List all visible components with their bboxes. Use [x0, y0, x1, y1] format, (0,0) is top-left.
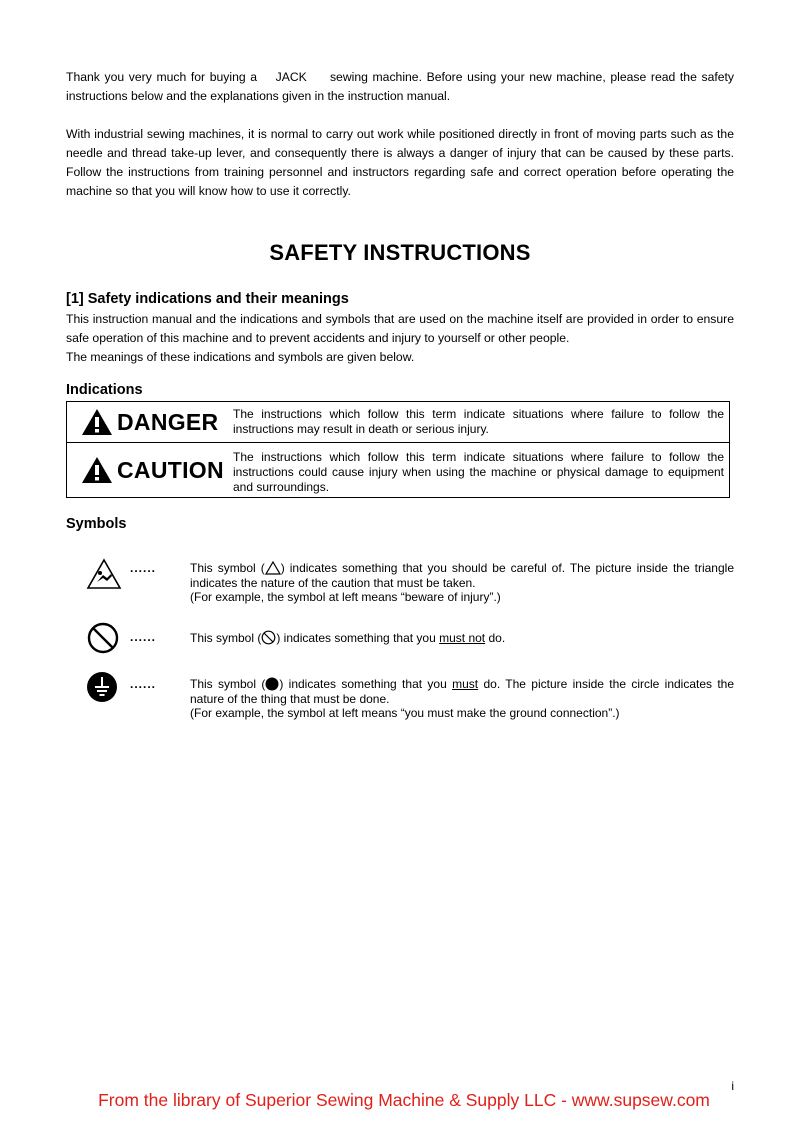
- caution-row: [67, 442, 729, 497]
- danger-label: DANGER: [117, 408, 219, 435]
- caution-symbol-example: (For example, the symbol at left means “beware of injury”.): [190, 590, 501, 604]
- page-title: SAFETY INSTRUCTIONS: [269, 240, 531, 265]
- mandatory-symbol-example: (For example, the symbol at left means “you must make the ground connection”.): [190, 706, 620, 720]
- emphasis-must-not: must not: [439, 631, 486, 645]
- page-number: i: [731, 1079, 734, 1093]
- triangle-outline-icon: [265, 561, 281, 575]
- danger-row: [67, 402, 729, 443]
- intro-text-b: sewing machine. Before using your new machine, please read the safety instructions below and the explanations given in the instruction manual.: [66, 70, 735, 103]
- prohibition-symbol-description: This symbol ( ) indicates something that you must not do.: [190, 631, 506, 645]
- ground-connection-icon: [86, 671, 118, 703]
- leader-dots: ......: [130, 561, 157, 575]
- caution-description: The instructions which follow this term indicate situations where failure to follow the instructions could cause injury when using the machine or physical damage to equipment and surroundings.: [233, 450, 724, 494]
- section-paragraph-1: This instruction manual and the indications and symbols that are used on the machine itself are provided in order to ensure safe operation of this machine and to prevent accidents and injury to yourself or other people.: [66, 312, 734, 345]
- emphasis-must: must: [452, 677, 479, 691]
- indications-table: [66, 401, 730, 498]
- leader-dots: ......: [130, 677, 157, 691]
- section-paragraph-2: The meanings of these indications and symbols are given below.: [66, 350, 415, 364]
- section-heading: [1] Safety indications and their meanings: [66, 291, 349, 307]
- warning-triangle-icon: [81, 456, 113, 484]
- leader-dots: ......: [130, 630, 157, 644]
- caution-label: CAUTION: [117, 456, 224, 483]
- intro-paragraph-2: With industrial sewing machines, it is normal to carry out work while positioned directly in front of moving parts such as the needle and thread take-up lever, and consequently there is always a danger of injury that can be caused by these parts. Follow the instructions from training personnel and instructors regarding safe and correct operation before operating the machine so that you will know how to use it correctly.: [66, 127, 734, 198]
- footer-library-notice: From the library of Superior Sewing Machine & Supply LLC - www.supsew.com: [98, 1090, 710, 1110]
- mandatory-symbol-description: This symbol ( ) indicates something that you must do. The picture inside the circle indicates the nature of the thing that must be done. (For example, the symbol at left means “you must make the ground connection”.): [190, 677, 735, 720]
- danger-signal: [81, 408, 218, 436]
- danger-description: The instructions which follow this term indicate situations where failure to follow the instructions may result in death or serious injury.: [233, 407, 724, 436]
- intro-text-a: Thank you very much for buying a: [66, 70, 258, 84]
- symbols-heading: Symbols: [66, 516, 127, 532]
- caution-signal: [81, 456, 224, 484]
- warning-triangle-icon: [81, 408, 113, 436]
- filled-circle-icon: [265, 677, 279, 691]
- brand-name: JACK: [275, 70, 307, 84]
- indications-heading: Indications: [66, 382, 143, 398]
- prohibition-icon: [86, 621, 120, 655]
- caution-symbol-description: This symbol ( ) indicates something that you should be careful of. The picture inside the triangle indicates the nature of the caution that must be taken. (For example, the symbol at left means “beware of injury”.): [190, 561, 734, 604]
- prohibition-small-icon: [261, 630, 276, 645]
- beware-of-injury-icon: [86, 558, 122, 590]
- intro-paragraph-1: [66, 68, 734, 106]
